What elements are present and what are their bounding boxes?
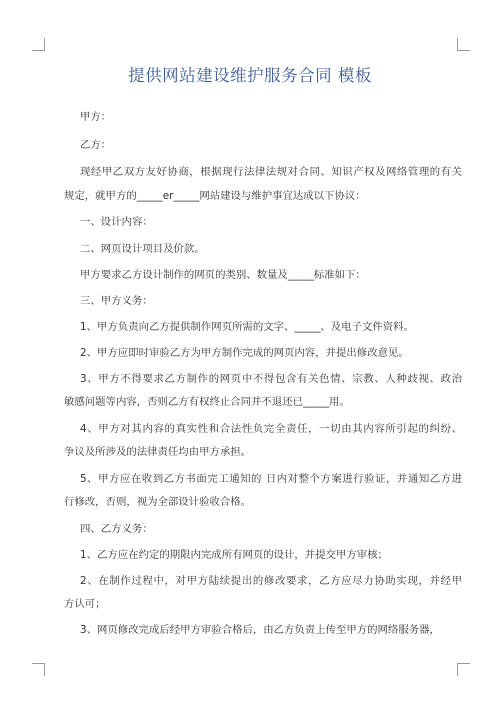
section-heading-design-content: 一、设计内容：	[80, 216, 153, 228]
preamble-line-2: 规定，就甲方的_____er_____网站建设与维护事宜达成以下协议：	[64, 190, 366, 202]
party-a-duty-5-line-2: 行修改，否则，视为全部设计验收合格。	[64, 496, 252, 508]
party-a-duty-2: 2、甲方应即时审验乙方为甲方制作完成的网页内容，并提出修改意见。	[80, 347, 409, 359]
party-b-duty-2-line-2: 方认可；	[64, 598, 106, 610]
party-a-duty-4-line-2: 争议及所涉及的法律责任均由甲方承担。	[64, 446, 252, 458]
party-a-duty-4-line-1: 4、甲方对其内容的真实性和合法性负完全责任，一切由其内容所引起的纠纷、	[80, 423, 462, 435]
corner-mark-top-left	[32, 38, 45, 51]
section-heading-party-b-duties: 四、乙方义务：	[80, 523, 153, 535]
corner-mark-bottom-left	[32, 663, 45, 676]
section-heading-party-a-duties: 三、甲方义务：	[80, 295, 153, 307]
party-a-duty-3-line-1: 3、甲方不得要求乙方制作的网页中不得包含有关色情、宗教、人种歧视、政治	[80, 373, 462, 385]
corner-mark-bottom-right	[457, 663, 470, 676]
party-b-label: 乙方：	[80, 139, 112, 151]
party-b-duty-3-line-1: 3、网页修改完成后经甲方审验合格后，由乙方负责上传至甲方的网络服务器，	[80, 624, 440, 636]
party-a-duty-1: 1、甲方负责向乙方提供制作网页所需的文字、_____、及电子文件资料。	[80, 321, 414, 333]
section-heading-items-price: 二、网页设计项目及价款。	[80, 243, 205, 255]
party-a-label: 甲方：	[80, 111, 112, 123]
preamble-line-1: 现经甲乙双方友好协商，根据现行法律法规对合同、知识产权及网络管理的有关	[80, 166, 462, 178]
party-a-duty-5-line-1: 5、甲方应在收到乙方书面完工通知的 日内对整个方案进行验证，并通知乙方进	[80, 473, 462, 485]
party-a-duty-3-line-2: 敏感问题等内容，否则乙方有权终止合同并不退还已_____用。	[64, 396, 350, 408]
paragraph-requirements: 甲方要求乙方设计制作的网页的类别、数量及_____标准如下：	[80, 269, 366, 281]
party-b-duty-1: 1、乙方应在约定的期限内完成所有网页的设计，并提交甲方审核；	[80, 549, 388, 561]
party-b-duty-2-line-1: 2、在制作过程中，对甲方陆续提出的修改要求，乙方应尽力协助实现，并经甲	[80, 575, 462, 587]
corner-mark-top-right	[457, 38, 470, 51]
document-title: 提供网站建设维护服务合同 模板	[128, 66, 372, 85]
